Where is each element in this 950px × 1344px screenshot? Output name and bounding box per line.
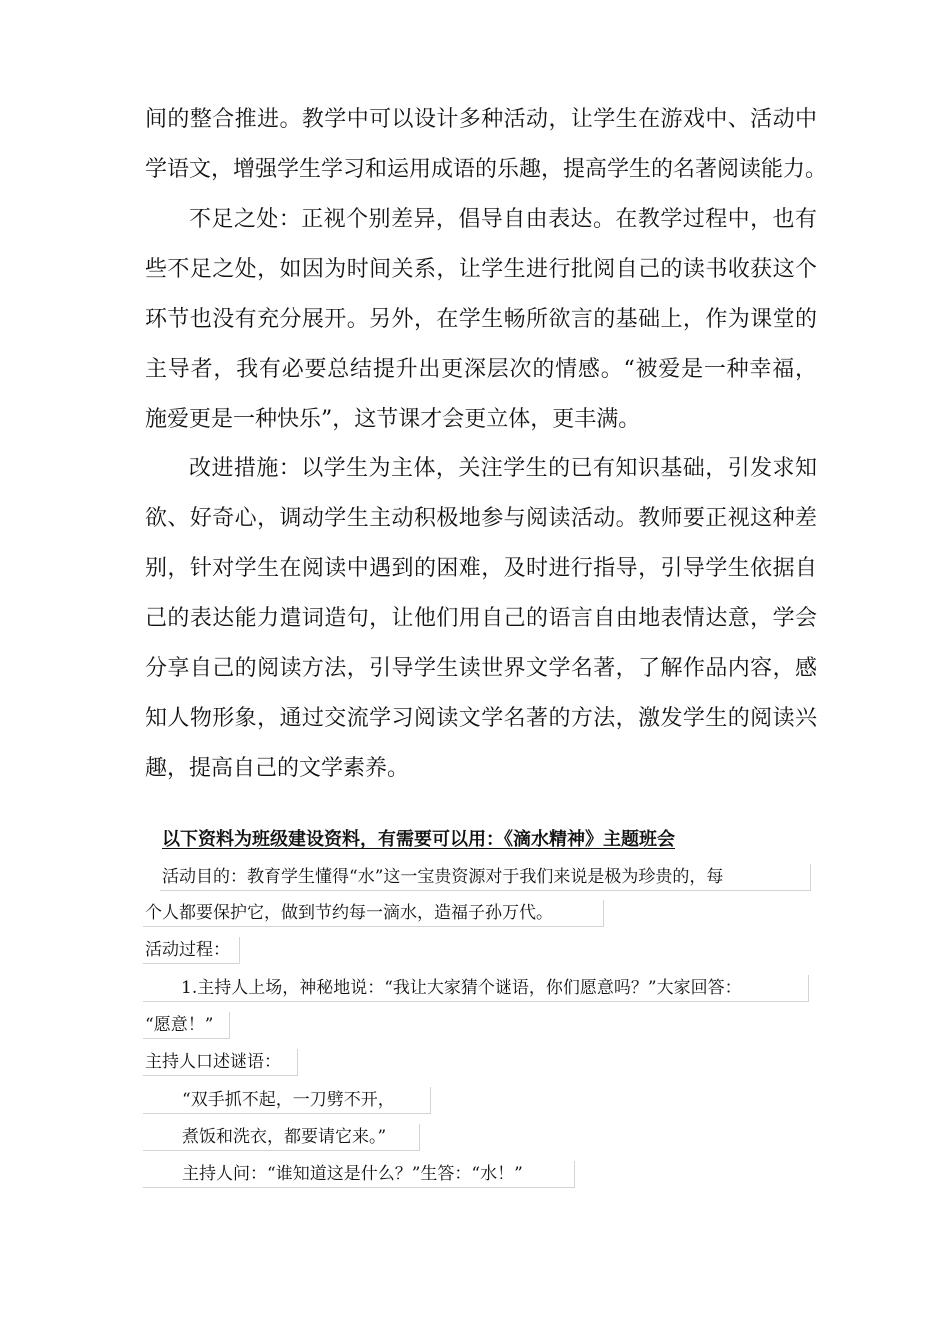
activity-step-line: 1.主持人上场，神秘地说：“我让大家猜个谜语，你们愿意吗？”大家回答：	[181, 978, 742, 998]
body-line: 学语文，增强学生学习和运用成语的乐趣，提高学生的名著阅读能力。	[145, 157, 828, 182]
body-line: 间的整合推进。教学中可以设计多种活动，让学生在游戏中、活动中	[145, 107, 817, 132]
body-line: 环节也没有充分展开。另外，在学生畅所欲言的基础上，作为课堂的	[145, 307, 817, 332]
body-line: 趣，提高自己的文学素养。	[145, 756, 410, 781]
activity-purpose-line: 活动目的：教育学生懂得“水”这一宝贵资源对于我们来说是极为珍贵的，每	[162, 867, 724, 887]
body-line: 改进措施：以学生为主体，关注学生的已有知识基础，引发求知	[189, 456, 817, 481]
riddle-line: 煮饭和洗衣，都要请它来。”	[182, 1127, 387, 1147]
answer-line: 主持人问：“谁知道这是什么？”生答：“水！”	[182, 1164, 523, 1184]
body-line: 施爱更是一种快乐”，这节课才会更立体，更丰满。	[145, 407, 641, 432]
section-heading: 以下资料为班级建设资料，有需要可以用：《滴水精神》主题班会	[162, 829, 675, 850]
body-line: 不足之处：正视个别差异，倡导自由表达。在教学过程中，也有	[189, 207, 817, 232]
body-line: 己的表达能力遣词造句，让他们用自己的语言自由地表情达意，学会	[145, 606, 817, 631]
body-line: 知人物形象，通过交流学习阅读文学名著的方法，激发学生的阅读兴	[145, 706, 817, 731]
activity-purpose-line: 个人都要保护它，做到节约每一滴水，造福子孙万代。	[145, 903, 553, 923]
body-line: 分享自己的阅读方法，引导学生读世界文学名著，了解作品内容，感	[145, 656, 817, 681]
riddle-intro: 主持人口述谜语：	[145, 1052, 281, 1072]
body-line: 欲、好奇心，调动学生主动积极地参与阅读活动。教师要正视这种差	[145, 506, 817, 531]
body-line: 些不足之处，如因为时间关系，让学生进行批阅自己的读书收获这个	[145, 257, 817, 282]
body-line: 主导者，我有必要总结提升出更深层次的情感。“被爱是一种幸福，	[145, 357, 817, 382]
activity-step-line: “愿意！”	[145, 1015, 214, 1035]
riddle-line: “双手抓不起，一刀劈不开，	[182, 1090, 395, 1110]
body-line: 别，针对学生在阅读中遇到的困难，及时进行指导，引导学生依据自	[145, 556, 817, 581]
activity-process-label: 活动过程：	[145, 940, 230, 960]
